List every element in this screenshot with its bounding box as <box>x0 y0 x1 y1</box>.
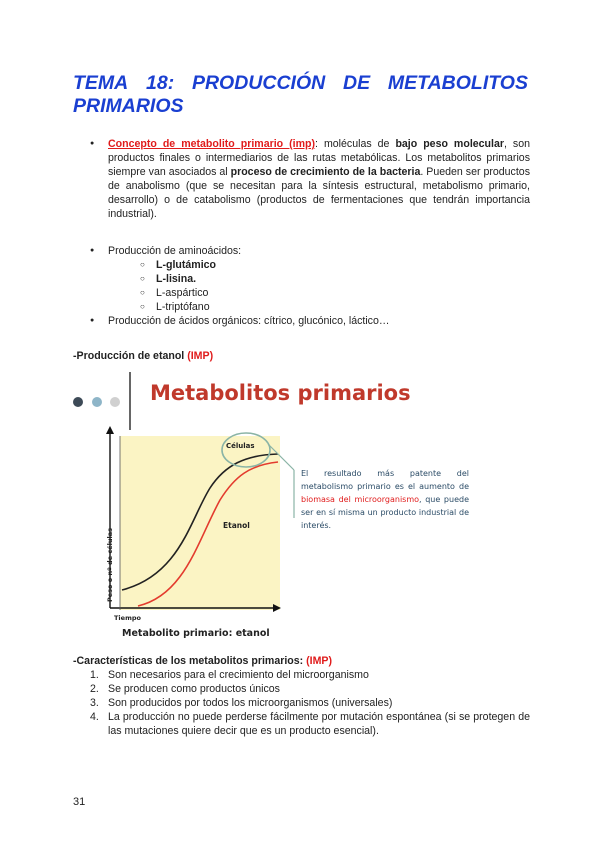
list-item <box>140 286 530 300</box>
page-title <box>73 72 528 118</box>
plot-panel <box>120 436 280 610</box>
intro-text: : moléculas de <box>315 138 396 150</box>
section-label: -Producción de etanol <box>73 350 188 362</box>
note-highlight: biomasa del microorganismo <box>301 495 420 504</box>
list-item: 2. Se producen como productos únicos <box>90 683 280 695</box>
figure-note <box>301 467 469 532</box>
figure-caption: Metabolito primario: etanol <box>122 628 270 639</box>
list-item: 1. Son necesarios para el crecimiento del microorganismo <box>90 669 369 681</box>
title-word: PRODUCCIÓN <box>191 72 326 94</box>
ethanol-section-heading <box>73 350 213 362</box>
list-item <box>140 272 530 286</box>
characteristics-heading <box>73 655 332 667</box>
note-text: El resultado más patente del metabolismo primario es el aumento de <box>301 469 469 491</box>
item-text: Se producen como productos únicos <box>108 683 280 695</box>
page-number: 31 <box>73 796 86 808</box>
title-line-2: PRIMARIOS <box>73 95 184 117</box>
title-word: TEMA <box>73 72 129 94</box>
item-text: La producción no puede perderse fácilmente por mutación espontánea (si se protegen de las mutaciones quiere decir que es un producto esencial). <box>108 711 530 737</box>
list-item <box>140 300 530 314</box>
aminoacids-bullet <box>90 244 530 314</box>
item-text: Son producidos por todos los microorganismos (universales) <box>108 697 393 709</box>
title-word: DE <box>343 72 371 94</box>
aminoacid-name: L-triptófano <box>156 301 210 313</box>
y-axis-arrow-icon <box>106 426 114 434</box>
slide-dot-icon <box>73 397 83 407</box>
characteristics-list <box>90 668 530 738</box>
cells-label: Células <box>226 442 255 450</box>
slide-dot-icon <box>92 397 102 407</box>
aminoacids-label: Producción de aminoácidos: <box>108 245 242 257</box>
aminoacid-name: L-glutámico <box>156 259 217 271</box>
item-text: Son necesarios para el crecimiento del microorganismo <box>108 669 369 681</box>
section-label: -Características de los metabolitos primarios: <box>73 655 307 667</box>
imp-tag: (IMP) <box>306 655 333 667</box>
intro-bullet <box>90 137 530 221</box>
ethanol-label: Etanol <box>223 521 250 530</box>
slide-dot-icon <box>110 397 120 407</box>
aminoacid-name: L-lisina. <box>156 273 197 285</box>
metabolite-figure <box>70 370 480 645</box>
intro-bold: bajo peso molecular <box>395 138 504 150</box>
y-axis-label: Peso o nº de células <box>106 528 114 602</box>
title-word: 18: <box>146 72 175 94</box>
intro-bold: proceso de crecimiento de la bacteria <box>230 166 421 178</box>
list-item: 3. Son producidos por todos los microorganismos (universales) <box>90 697 393 709</box>
title-word: METABOLITOS <box>387 72 528 94</box>
title-line-1 <box>73 72 528 95</box>
acids-bullet: ● Producción de ácidos orgánicos: cítrico, glucónico, láctico… <box>90 314 530 328</box>
main-bullet-list <box>90 137 530 328</box>
note-text: , que puede ser en sí misma un producto industrial de interés. <box>301 495 469 530</box>
imp-tag: (IMP) <box>187 350 214 362</box>
concept-term: Concepto de metabolito primario (imp) <box>108 138 316 150</box>
list-item: 4. La producción no puede perderse fácilmente por mutación espontánea (si se protegen de las mutaciones quiere decir que es un producto esencial). <box>90 711 530 737</box>
list-item <box>140 258 530 272</box>
figure-heading: Metabolitos primarios <box>150 381 411 405</box>
x-axis-label: Tiempo <box>114 614 141 622</box>
aminoacids-list <box>108 258 530 314</box>
aminoacid-name: L-aspártico <box>156 287 209 299</box>
intro-text: , son productos finales o intermediarios de las rutas metabólicas. Los metabolitos primarios siempre van asociados al <box>108 138 531 178</box>
intro-text: . Pueden ser productos de anabolismo (que se necesitan para la síntesis estructural, metabolismo primario, desarrollo) o de catabolismo (productos de fermentaciones que tendrán importancia industrial). <box>108 166 530 220</box>
